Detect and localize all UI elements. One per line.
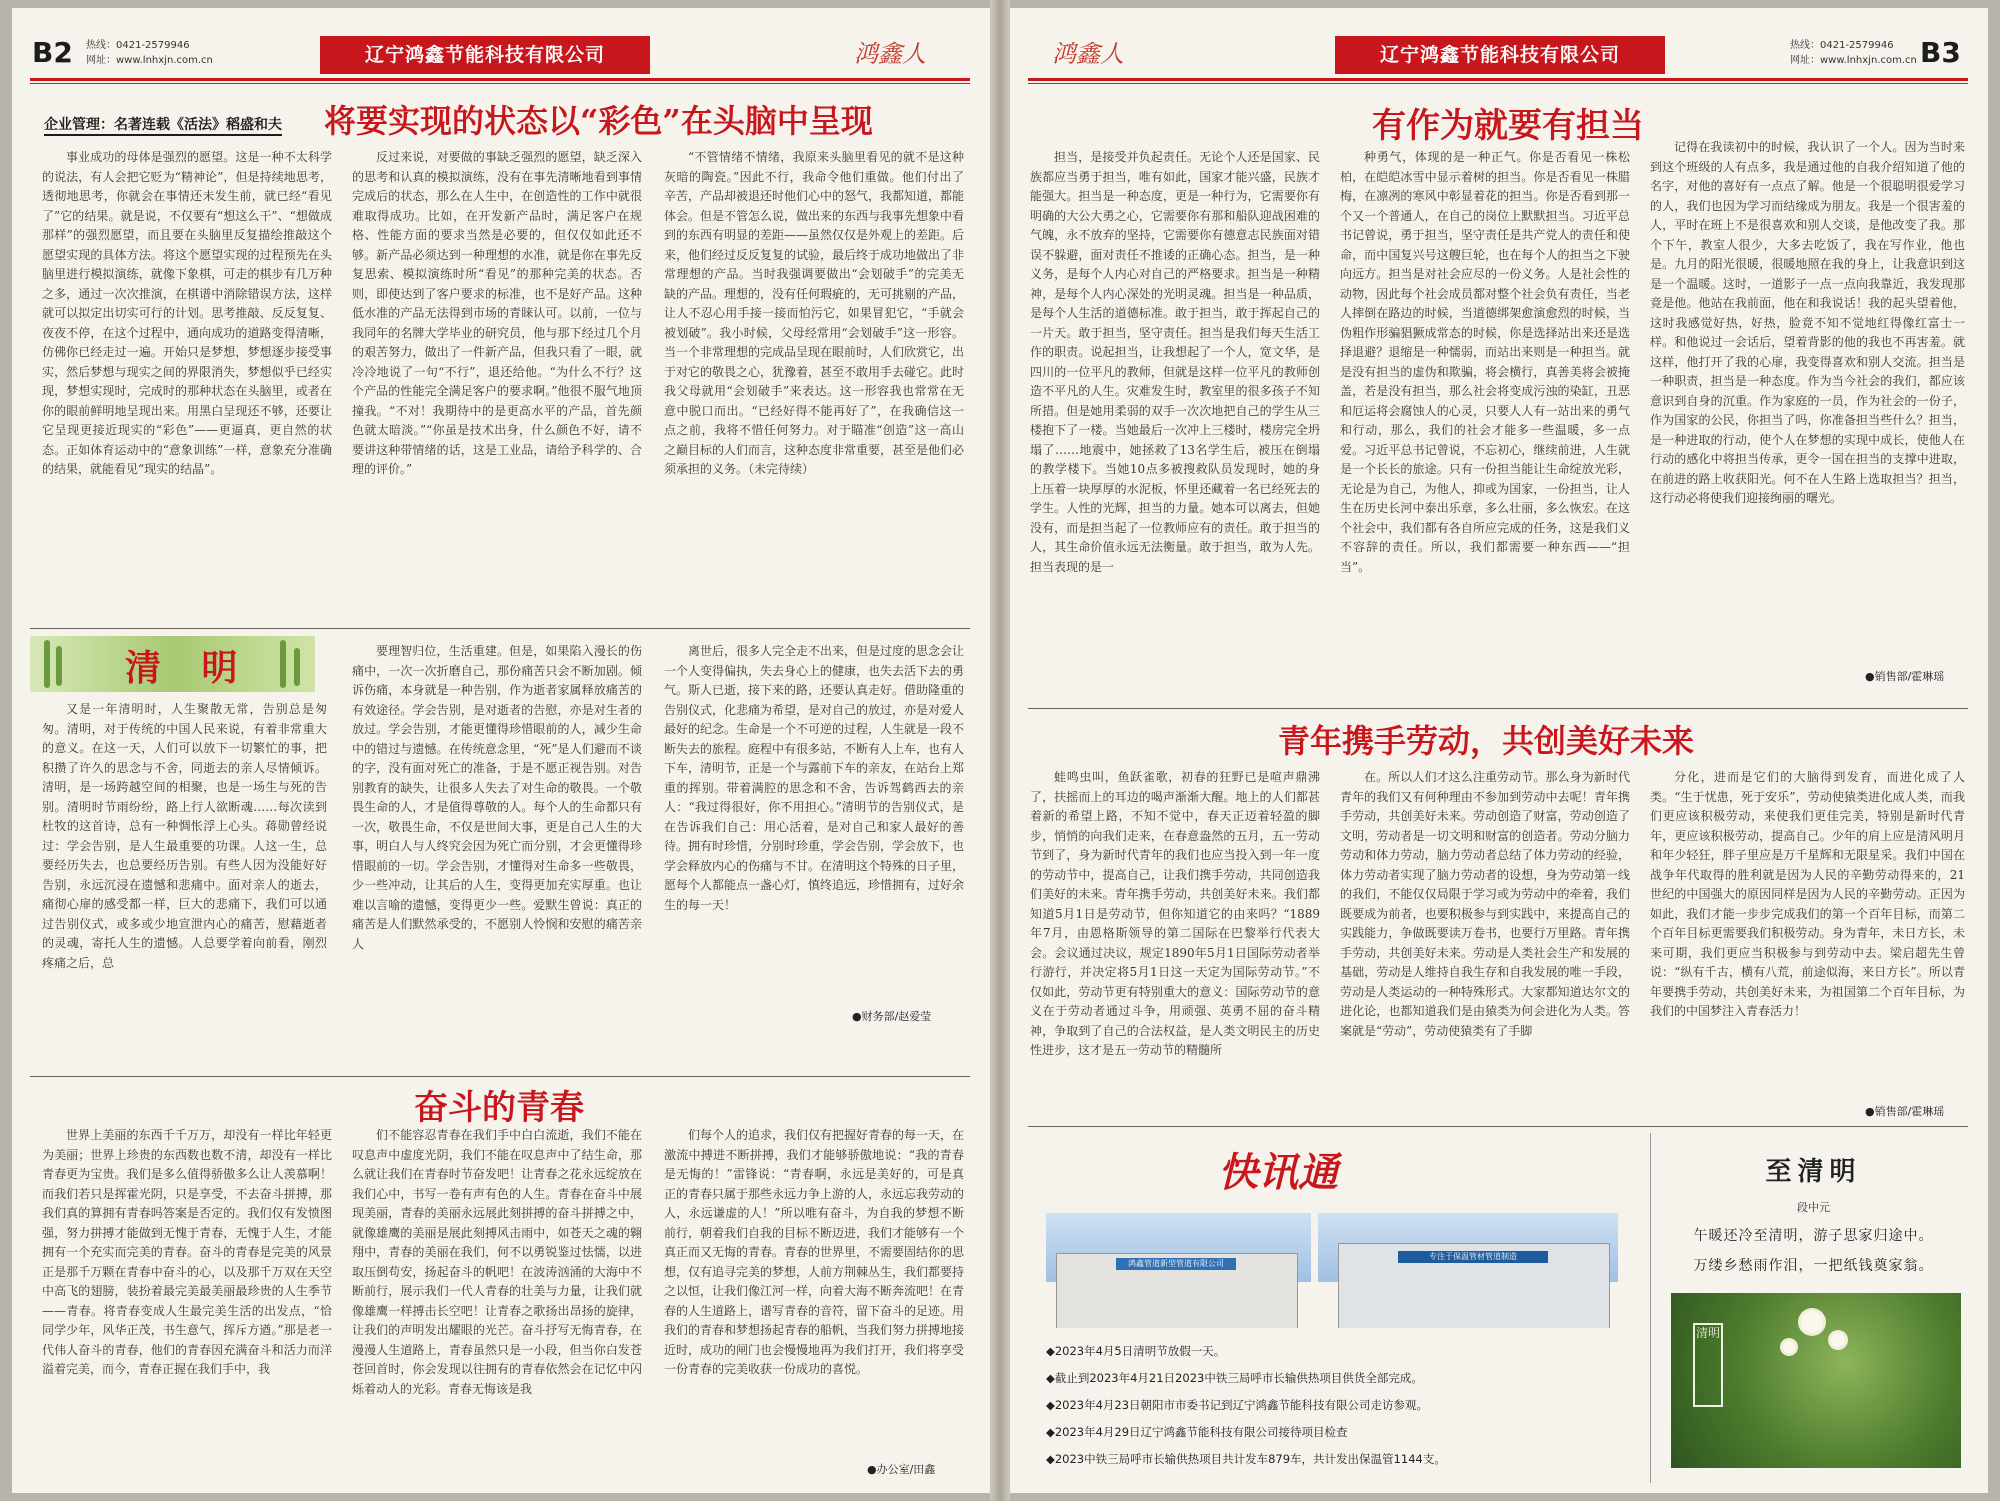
section-divider — [30, 1076, 970, 1077]
article-title: 有作为就要有担当 — [1372, 106, 1644, 146]
news-item: ◆截止到2023年4月21日2023中铁三局呼市长输供热项目供货全部完成。 — [1046, 1371, 1423, 1385]
flower-icon — [1801, 1311, 1823, 1333]
article-column: 要理智归位，生活重建。但是，如果陷入漫长的伤痛中，一次一次折磨自己，那份痛苦只会不断加剧。倾诉伤痛，本身就是一种告别，作为逝者家属释放痛苦的有效途径。学会告别，是对逝者的告慰，亦是对生者的放过。学会告别，才能更懂得珍惜眼前的人，减少生命中的错过与遗憾。在传统意念里，“死”是人们避而不谈的字，没有面对死亡的准备，于是不愿正视告别。对告别教育的缺失，让很多人失去了对生命的敬畏。一个敬畏生命的人，才是值得尊敬的人。每个人的生命都只有一次，敬畏生命，不仅是世间大事，更是自己人生的大事，明白人与人终究会因为死亡而分别，才会更懂得珍惜眼前的一切。学会告别，才懂得对生命多一些敬畏，少一些冲动，让其后的人生，变得更加充实厚重。也让难以言喻的遗憾，变得更少一些。爱默生曾说：真正的痛苦是人们默然承受的，不愿别人怜悯和安慰的痛苦亲人 — [352, 644, 642, 951]
news-item: ◆2023年4月29日辽宁鸿鑫节能科技有限公司接待项目检查 — [1046, 1425, 1348, 1439]
section-divider — [1028, 708, 1968, 709]
contact-info: 热线：0421-2579946 网址：www.lnhxjn.com.cn — [1790, 40, 1917, 66]
page-number: B2 — [32, 36, 73, 69]
article-column: “不管情绪不情绪，我原来头脑里看见的就不是这种灰暗的陶瓷。”因此不行，我命令他们重做。他们付出了辛苦，产品却被退还时他们心中的怒气，我都知道，都能体会。但是不管怎么说，做出来的东西与我事先想象中看到的东西有明显的差距——虽然仅仅是外观上的差距。后来，他们经过反反复复的试验，最后终于成功地做出了非常理想的产品。当时我强调要做出“会划破手”的完美无缺的产品。理想的，没有任何瑕疵的，无可挑剔的产品，让人不忍心用手接一接而怕污它，如果冒犯它，“手就会被划破”。我小时候，父母经常用“会划破手”这一形容。当一个非常理想的完成品呈现在眼前时，人们欣赏它，出于对它的敬畏之心，犹豫着，甚至不敢用手去碰它。此时我父母就用“会划破手”来表达。这一形容我也常常在无意中脱口而出。“已经好得不能再好了”，在我确信这一点之前，我将不惜任何努力。对于瞄准“创造”这一高山之巅目标的人们而言，这种态度非常重要，甚至是他们必须承担的义务。（未完待续） — [664, 150, 964, 476]
building-sign: 鸿鑫管道新型管道有限公司 — [1116, 1258, 1236, 1270]
article-column: 蛙鸣虫叫，鱼跃雀歌，初春的狂野已是喧声鼎沸了，扶摇而上的耳边的喝声渐渐大醒。地上的人们都甚着新的希望上路，不知不觉中，春天正迈着轻盈的脚步，悄悄的向我们走来，在春意盎然的五月，五一劳动节到了，身为新时代青年的我们也应当投入到一年一度的劳动节中，提高自己，让我们携手劳动，共同创造我们美好的未来。青年携手劳动，共创美好未来。我们都知道5月1日是劳动节，但你知道它的由来吗？“1889年7月，由恩格斯领导的第二国际在巴黎举行代表大会。会议通过决议，规定1890年5月1日国际劳动者举行游行，并决定将5月1日这一天定为国际劳动节。”不仅如此，劳动节更有特别重大的意义：国际劳动节的意义在于劳动者通过斗争，用顽强、英勇不屈的奋斗精神，争取到了自己的合法权益，是人类文明民主的历史性进步，这才是五一劳动节的精髓所 — [1030, 770, 1320, 1057]
news-item: ◆2023年4月23日朝阳市市委书记到辽宁鸿鑫节能科技有限公司走访参观。 — [1046, 1398, 1429, 1412]
poem-box — [1650, 1133, 1976, 1483]
right-header — [1010, 30, 1988, 80]
bamboo-icon — [44, 640, 50, 688]
header-rule — [1028, 78, 1968, 81]
left-header — [12, 30, 990, 80]
section-divider — [30, 628, 970, 629]
poem-title: 至清明 — [1765, 1157, 1862, 1187]
author-byline: ●办公室/田鑫 — [867, 1463, 936, 1476]
factory-photo — [1318, 1213, 1618, 1328]
left-page — [12, 8, 990, 1493]
qingming-illustration — [1671, 1293, 1961, 1468]
company-name-bar: 辽宁鸿鑫节能科技有限公司 — [320, 36, 650, 74]
news-flash-box — [1028, 1133, 1628, 1483]
right-page — [1010, 8, 1988, 1493]
header-rule-thin — [1028, 83, 1968, 84]
article-column: 离世后，很多人完全走不出来，但是过度的思念会让一个人变得偏执，失去身心上的健康，也失去活下去的勇气。斯人已逝，接下来的路，还要认真走好。借助隆重的告别仪式，化悲痛为希望，是对自己的放过，亦是对爱人最好的纪念。生命是一个不可逆的过程，人生就是一段不断失去的旅程。庭程中有很多站，不断有人上车，也有人下车，清明节，正是一个与露前下车的亲友，在站台上郑重的挥别。带着满腔的思念和不舍，告诉驾鹤西去的亲人：“我过得很好，你不用担心。”清明节的告别仪式，是在告诉我们自己：用心活着，是对自己和家人最好的善待。拥有时珍惜，分别时珍重，学会告别，学会放下，也学会释放内心的伤痛与不甘。在清明这个特殊的日子里，愿每个人都能点一盏心灯，慎终追远，珍惜拥有，过好余生的每一天！ — [664, 644, 964, 912]
contact-info: 热线：0421-2579946 网址：www.lnhxjn.com.cn — [86, 40, 213, 66]
article-column: 分化，进而是它们的大脑得到发育，而进化成了人类。“生于忧患，死于安乐”，劳动使猿类进化成人类，而我们更应该积极劳动，来使我们更佳完美，特别是新时代青年，更应该积极劳动，提高自己。少年的肩上应是清风明月和年少轻狂，胖子里应是万千星辉和无限星采。我们中国在战争年代取得的胜利就是因为人民的辛勤劳动得来的，21世纪的中国强大的原因同样是因为人民的辛勤劳动。正因为如此，我们才能一步步完成我们的第一个百年目标，而第二个百年目标更需要我们积极劳动。身为青年，未日方长，未来可期，我们更应当积极参与到劳动中去。梁启超先生曾说：“纵有千古，横有八荒，前途似海，来日方长”。所以青年要携手劳动，共创美好未来，为祖国第二个百年目标，为我们的中国梦注入青春活力！ — [1650, 770, 1965, 1018]
news-item: ◆2023中铁三局呼市长输供热项目共计发车879车，共计发出保温管1144支。 — [1046, 1452, 1446, 1466]
article-title: 青年携手劳动，共创美好未来 — [1278, 722, 1695, 760]
section-divider — [1028, 1126, 1968, 1127]
author-byline: ●财务部/赵爱莹 — [852, 1010, 932, 1023]
article-column: 反过来说，对要做的事缺乏强烈的愿望，缺乏深入的思考和认真的模拟演练，没有在事先清晰地看到事情完成后的状态，那么在人生中，在创造性的工作中就很难取得成功。比如，在开发新产品时，满足客户在规格、性能方面的要求当然是必要的，但仅仅如此还不够。新产品必须达到一种理想的水准，就是你在事先反复思索、模拟演练时所“看见”的那种完美的状态。否则，即使达到了客户要求的标准，也不是好产品。这种低水准的产品无法得到市场的青睐认可。以前，一位与我同年的名牌大学毕业的研究员，他与那下经过几个月的艰苦努力，做出了一件新产品，但我只看了一眼，就冷冷地说了一句“不行”，退还给他。“为什么不行？这个产品的性能完全满足客户的要求啊。”他很不服气地顶撞我。“不对！我期待中的是更高水平的产品，首先颜色就太暗淡。”“你虽是技术出身，什么颜色不好，请不要讲这种带情绪的话，这是工业品，请给予科学的、合理的评价。” — [352, 150, 642, 476]
bamboo-icon — [280, 640, 286, 688]
bamboo-icon — [56, 646, 62, 686]
header-rule-thin — [30, 83, 970, 84]
poem-line: 午暖还冷至清明，游子思家归途中。 — [1693, 1228, 1934, 1244]
article-column: 担当，是接受并负起责任。无论个人还是国家、民族都应当勇于担当，唯有如此，国家才能兴盛，民族才能强大。担当是一种态度，更是一种行为，它需要你有明确的大公大勇之心，它需要你有那和船队迎战困难的气魄，永不放弃的坚持，它需要你有德意志民族面对错误不躲避，面对责任不推诿的正确心态。担当，是一种义务，是每个人内心对自己的严格要求。担当是一种精神，是每个人内心深处的光明灵魂。担当是一种品质，是每个人生活的道德标准。敢于担当，敢于挥起自己的一片天。敢于担当，坚守责任。担当是我们每天生活工作的职责。说起担当，让我想起了一个人，宽文华，是四川的一位平凡的教师，但就是这样一位平凡的教师创造不平凡的人生。灾难发生时，教室里的很多孩子不知所措。但是她用柔弱的双手一次次地把自己的学生从三楼抱下了一楼。当她最后一次冲上三楼时，楼房完全坍塌了……地震中，她拯救了13名学生后，被压在倒塌的教学楼下。当她10点多被搜救队员发现时，她的身上压着一块厚厚的水泥板，怀里还藏着一名已经死去的学生。人性的光辉，担当的力量。她本可以离去，但她没有，而是担当起了一位教师应有的责任。敢于担当的人，其生命价值永远无法衡量。敢于担当，敢为人先。担当表现的是一 — [1030, 150, 1320, 574]
article-column: 们每个人的追求，我们仅有把握好青春的每一天，在激流中搏进不断拼搏，我们才能够骄傲地说：“我的青春是无悔的！”雷锋说：“青春啊，永远是美好的，可是真正的青春只属于那些永远力争上游的人，永远忘我劳动的人，永远谦虚的人！”所以唯有奋斗，为自我的梦想不断前行，朝着我们自我的目标不断迈进，我们才能够有一个真正而又无悔的青春。青春的世界里，不需要固结你的思想，仅有追寻完美的梦想，人前方荆棘丛生，我们都要持之以恒，让我们像江河一样，向着大海不断奔流吧！在青春的人生道路上，谱写青春的音符，留下奋斗的足迹。用我们的青春和梦想扬起青春的船帆，当我们努力拼搏地接近时，成功的闸门也会慢慢地再为我们打开，我们将享受一份青春的完美收获一份成功的喜悦。 — [664, 1128, 964, 1376]
article-column: 种勇气，体现的是一种正气。你是否看见一株松柏，在皑皑冰雪中显示着树的担当。你是否看见一株腊梅，在凛冽的寒风中彰显着花的担当。你是否看到那一个又一个普通人，在自己的岗位上默默担当。习近平总书记曾说，勇于担当，坚守责任是共产党人的责任和使命，而中国复兴号这艘巨轮，也在每个人的担当之下驶向远方。担当是对社会应尽的一份义务。人是社会性的动物，因此每个社会成员都对整个社会负有责任，当老人摔倒在路边的时候，当道德绑架愈演愈烈的时候，当伪粗作形骗猖獗成常态的时候，你是选择站出来还是选择退避？退缩是一种懦弱，而站出来则是一种担当。就是没有担当的虚伪和欺骗，将会横行，真善美将会被掩盖，若是没有担当，那么社会将变成污浊的染缸，丑恶和厄运将会腐蚀人的心灵，只要人人有一站出来的勇气和行动，那么，我们的社会才能多一些温暖，多一点爱。习近平总书记曾说，不忘初心，继续前进，人生就是一个长长的旅途。只有一份担当能让生命绽放光彩，无论是为自己，为他人，抑或为国家，一份担当，让人生在历史长河中泰出乐章，多么壮丽，多么恢宏。在这个社会中，我们都有各自所应完成的任务，这是我们义不容辞的责任。所以，我们都需要一种东西——“担当”。 — [1340, 150, 1630, 574]
author-byline: ●销售部/霍琳瑶 — [1865, 670, 1945, 683]
factory-sign: 专注于保温管材管道制造 — [1398, 1251, 1548, 1263]
author-byline: ●销售部/霍琳瑶 — [1865, 1105, 1945, 1118]
article-column: 们不能容忍青春在我们手中白白流逝，我们不能在叹息声中虚度光阴，我们不能在叹息声中了结生命，那么就让我们在青春时节奋发吧！让青春之花永远绽放在我们心中，书写一卷有声有色的人生。青春在奋斗中展现美丽，青春的美丽永远展此刻拼搏的奋斗拼搏之中，就像雄鹰的美丽是展此刻搏风击雨中，如苍天之魂的翱翔中，青春的美丽在我们，何不以勇锐鉴过怯懦，以进取压倒苟安，扬起奋斗的帆吧！在波涛汹涌的大海中不断前行，展示我们一代人青春的壮美与力量，让我们就像雄鹰一样搏击长空吧！让青春之歌扬出昂扬的旋律，让我们的声明发出耀眼的光芒。奋斗抒写无悔青春，在漫漫人生道路上，青春虽然只是一小段，但当你白发苍苍回首时，你会发现以往拥有的青春依然会在记忆中闪烁着动人的光彩。青春无悔该是我 — [352, 1128, 642, 1396]
poem-line: 万缕乡愁雨作泪，一把纸钱奠家翁。 — [1693, 1258, 1934, 1274]
article-column: 记得在我读初中的时候，我认识了一个人。因为当时来到这个班级的人有点多，我是通过他的自我介绍知道了他的名字，对他的喜好有一点点了解。他是一个很聪明很爱学习的人，我们也因为学习而结缘成为朋友。我是一个很害羞的人，平时在班上不是很喜欢和别人交谈，是他改变了我。那个下午，教室人很少，大多去吃饭了，我在写作业，他也是。九月的阳光很暖，很暖地照在我的身上，让我意识到这是一个温暖。这时，一道影子一点一点向我靠近，我发现那竟是他。他站在我前面，他在和我说话！我的起头望着他，这时我感觉好热，好热，脸竟不知不觉地红得像红富士一样。和他说过一会话后，望着背影的他的我也不再害羞。就这样，他打开了我的心扉，我变得喜欢和别人交流。担当是一种职责，担当是一种态度。作为当今社会的我们，都应该意识到自身的沉重。作为家庭的一员，作为社会的一份子，作为国家的公民，你担当了吗，你准备担当些什么？担当，是一种进取的行动，使个人在梦想的实现中成长，使他人在行动的感化中将担当传承，更令一国在担当的支撑中进取，在前进的路上收获阳光。何不在人生路上选取担当？担当，这行动必将使我们迎接绚丽的曙光。 — [1650, 140, 1965, 505]
brand-logo: 鸿鑫人 — [854, 40, 926, 68]
article-column: 又是一年清明时，人生聚散无常，告别总是匆匆。清明，对于传统的中国人民来说，有着非常重大的意义。在这一天，人们可以放下一切繁忙的事，把积攒了许久的思念与不舍，同逝去的亲人尽情倾诉。清明，是一场跨越空间的相聚，也是一场生与死的告别。清明时节雨纷纷，路上行人欲断魂……每次读到杜牧的这首诗，总有一种惆怅浮上心头。蒋勋曾经说过：学会告别，是人生最重要的功课。人这一生，总要经历失去，也总要经历告别。有些人因为没能好好告别，永远沉浸在遗憾和悲痛中。面对亲人的逝去，痛彻心扉的感受都一样，巨大的悲痛下，我们可以通过告别仪式，或多或少地宣泄内心的痛苦，慰藉逝者的灵魂，寄托人生的遗憾。人总要学着向前看，刚烈疼痛之后，总 — [42, 702, 327, 970]
article-column: 在。所以人们才这么注重劳动节。那么身为新时代青年的我们又有何种理由不参加到劳动中去呢！青年携手劳动，共创美好未来。劳动创造了财富，劳动创造了文明，劳动者是一切文明和财富的创造者。劳动分脑力劳动和体力劳动，脑力劳动者总结了体力劳动的经验，体力劳动者实现了脑力劳动者的设想，身为劳动第一线的我们，不能仅仅局限于学习或为劳动中的牵着，我们既要成为前者，也要积极参与到实践中，来提高自己的实践能力，争做既要读万卷书，也要行万里路。青年携手劳动，共创美好未来。劳动是人类社会生产和发展的基础，劳动是人维持自我生存和自我发展的唯一手段，劳动是人类运动的一种特殊形式。大家都知道达尔文的进化论，也都知道我们是由猿类为何会进化为人类。答案就是“劳动”，劳动使猿类有了手脚 — [1340, 770, 1630, 1038]
article-title: 奋斗的青春 — [414, 1088, 584, 1128]
article-title: 将要实现的状态以“彩色”在头脑中呈现 — [324, 102, 873, 140]
brand-logo: 鸿鑫人 — [1052, 40, 1124, 68]
flower-icon — [1783, 1341, 1795, 1353]
flower-icon — [1831, 1333, 1845, 1347]
header-rule — [30, 78, 970, 81]
page-number: B3 — [1920, 36, 1961, 69]
news-item: ◆2023年4月5日清明节放假一天。 — [1046, 1344, 1226, 1358]
bamboo-icon — [294, 648, 300, 686]
article-title: 清 明 — [125, 647, 252, 689]
article-column: 事业成功的母体是强烈的愿望。这是一种不太科学的说法，有人会把它贬为“精神论”，但是持续地思考，透彻地思考，你就会在事情还未发生前，就已经“看见了”它的结果。就是说，不仅要有“想这么干”、“想做成那样”的强烈愿望，而且要在头脑里反复描绘推敲这个愿望实现的具体方法。将这个愿望实现的过程预先在头脑里进行模拟演练，就像下象棋，可走的棋步有几万种之多，通过一次次推演，在棋谱中消除错误方法，这样就可以拟定出切实可行的计划。思考推敲、反反复复、夜夜不停，在这个过程中，通向成功的道路变得清晰，仿佛你已经走过一遍。开始只是梦想，梦想逐步接受事实，然后梦想与现实之间的界限消失，梦想似乎已经实现，梦想实现时，完成时的那种状态在头脑里，或者在你的眼前鲜明地呈现出来。用黑白呈现还不够，还要让它呈现更接近现实的“彩色”——更逼真，更自然的状态。正如体育运动中的“意象训练”一样，意象充分准确的结果，就能看见“现实的结晶”。 — [42, 150, 332, 476]
qingming-banner — [30, 636, 315, 692]
article-column: 世界上美丽的东西千千万万，却没有一样比年轻更为美丽；世界上珍贵的东西数也数不清，却没有一样比青春更为宝贵。我们是多么值得骄傲多么让人羡慕啊！而我们若只是挥霍光阴，只是享受，不去奋斗拼搏，那我们真的算拥有青春吗答案是否定的。我们仅有发愤图强，努力拼搏才能做到无愧于青春，无愧于人生，才能拥有一个充实而完美的青春。奋斗的青春是完美的风景正是那千万颗在青春中奋斗的心，以及那千万双在天空中高飞的翅膀，装扮着最完美最美丽最珍贵的人生季节——青春。将青春变成人生最完美生活的出发点，“恰同学少年，风华正茂，书生意气，挥斥方遒。”那是老一代伟人奋斗的青春，他们的青春因充满奋斗和活力而洋溢着完美，而今，青春正握在我们手中，我 — [42, 1128, 332, 1376]
series-kicker: 企业管理：名著连载《活法》稻盛和夫 — [44, 114, 282, 136]
page-gutter — [990, 0, 1010, 1501]
poem-author: 段中元 — [1797, 1201, 1830, 1214]
news-flash-title: 快讯通 — [1218, 1150, 1338, 1196]
office-building-photo — [1046, 1213, 1311, 1328]
company-name-bar: 辽宁鸿鑫节能科技有限公司 — [1335, 36, 1665, 74]
qingming-seal: 清明 — [1693, 1323, 1723, 1407]
